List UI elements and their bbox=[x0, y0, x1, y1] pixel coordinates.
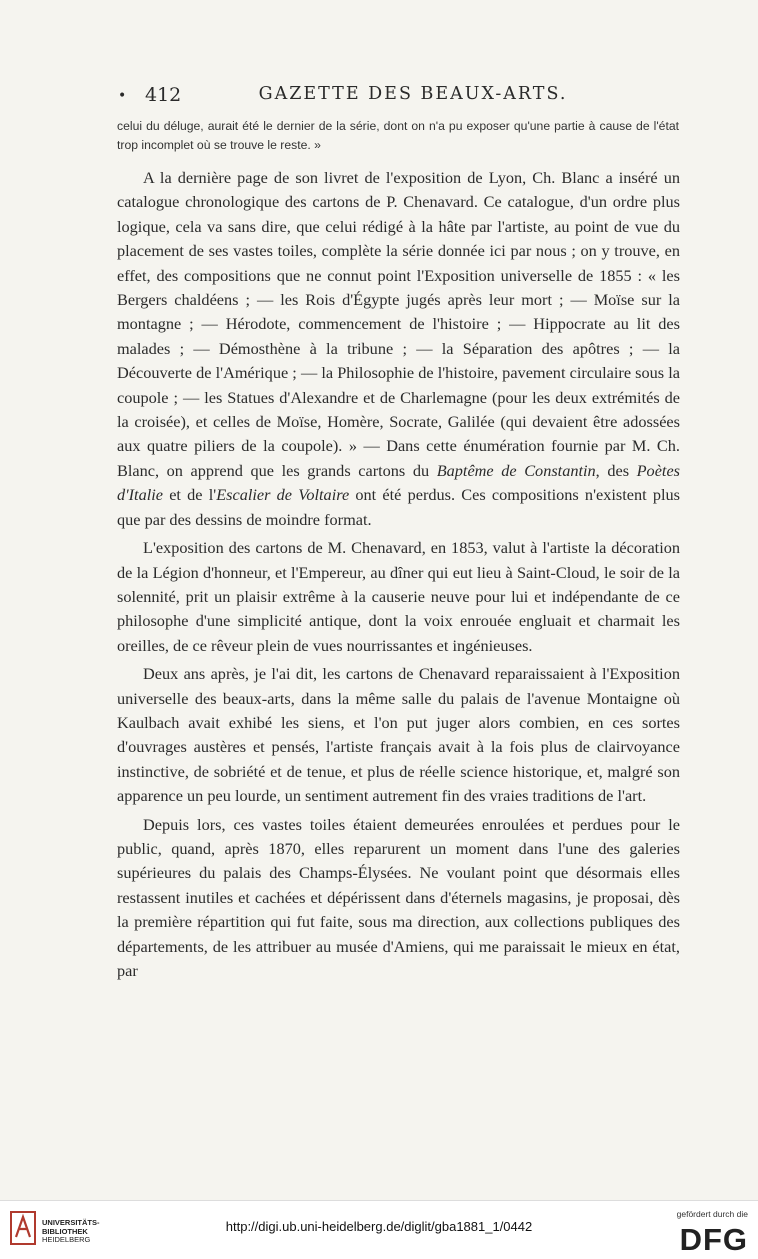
paragraph-3: Deux ans après, je l'ai dit, les cartons de Chenavard reparaissaient à l'Exposition universelle des beaux-arts, dans la même salle du palais de l'avenue Montaigne où Kaulbach avait exhibé les siens, et l'on put juger alors combien, en ces sortes d'ouvrages austères et pensés, l'artiste français avait à la fois plus de clairvoyance instinctive, de sobriété et de tenue, et plus de réelle science historique, et, malgré son apparence un peu lourde, un sentiment autrement fin des vraies traditions de l'art. bbox=[117, 664, 680, 806]
paragraph-1-text-c: et de l' bbox=[162, 485, 217, 505]
library-line-3: HEIDELBERG bbox=[42, 1235, 91, 1245]
permalink-url[interactable]: http://digi.ub.uni-heidelberg.de/diglit/gba1881_1/0442 bbox=[225, 1219, 533, 1234]
page-header bbox=[118, 84, 668, 108]
paragraph-1-text-a: A la dernière page de son livret de l'exposition de Lyon, Ch. Blanc a inséré un catalogue chronologique des cartons de P. Chenavard. Ce catalogue, d'un ordre plus logique, cela va sans dire, que celui rédigé à la hâte par l'artiste, au point de vue du placement de ses vastes toiles, complète la série donnée ici par nous ; on y trouve, en effet, des compositions que ne connut point l'Exposition universelle de 1855 : « les Bergers chaldéens ; — les Rois d'Égypte jugés après leur mort ; — Moïse sur la montagne ; — Hérodote, commencement de l'histoire ; — Hippocrate au lit des malades ; — Démosthène à la tribune ; — la Séparation des apôtres ; — la Découverte de l'Amérique ; — la Philosophie de l'histoire, pavement circulaire sous la coupole ; — les Statues d'Alexandre et de Charlemagne (pour les deux extrémités de la croisée), et celles de Moïse, Homère, Socrate, Galilée (qui devaient être adossées aux quatre piliers de la coupole). » — Dans cette énumération fournie par M. Ch. Blanc, on apprend que les grands cartons du bbox=[117, 168, 680, 480]
running-title: GAZETTE DES BEAUX-ARTS. bbox=[258, 84, 568, 104]
library-line-2: BIBLIOTHEK bbox=[42, 1226, 88, 1236]
funded-by-label: gefördert durch die bbox=[676, 1209, 748, 1219]
title-bapteme-de-constantin: Baptême de Constantin bbox=[436, 460, 596, 480]
body-text bbox=[117, 166, 680, 983]
paragraph-1-text-b: , des bbox=[595, 460, 637, 480]
title-escalier-de-voltaire: Escalier de Voltaire bbox=[216, 485, 350, 505]
dfg-logo[interactable]: DFG bbox=[679, 1222, 748, 1257]
header-bullet: • bbox=[118, 88, 127, 104]
library-line-1: UNIVERSITÄTS- bbox=[42, 1218, 100, 1227]
page-number: 412 bbox=[145, 84, 182, 106]
paragraph-1-text-d: ont été perdus. Ces compositions n'existent plus que par des dessins de moindre format. bbox=[117, 485, 680, 529]
paragraph-2: L'exposition des cartons de M. Chenavard, en 1853, valut à l'artiste la décoration de la Légion d'honneur, et l'Empereur, au dîner qui eut lieu à Saint-Cloud, le soir de la solennité, prit un plaisir extrême à la causerie neuve pour lui et indépendante de ce philosophe d'une simplicité antique, dont la voix enrouée engluait et charmait les oreilles, de ce rêveur plein de vues nourrissantes et ingénieuses. bbox=[117, 538, 680, 655]
title-poetes-d-italie: Poètes d'Italie bbox=[117, 460, 681, 505]
paragraph-1 bbox=[117, 166, 680, 532]
quote-continuation: celui du déluge, aurait été le dernier de la série, dont on n'a pu exposer qu'une partie à cause de l'état trop incomplet où se trouve le reste. » bbox=[117, 119, 679, 152]
viewer-footer bbox=[0, 1200, 758, 1259]
paragraph-4: Depuis lors, ces vastes toiles étaient demeurées enroulées et perdues pour le public, quand, après 1870, elles reparurent un moment dans l'une des galeries supérieures du palais des Champs-Élysées. Ne voulant point que désormais elles restassent inutiles et cachées et dépérissent dans d'éternels magasins, je proposai, dès la première répartition qui fut faite, sous ma direction, aux collections publiques des départements, de les attribuer au musée d'Amiens, qui me paraissait le mieux en état, par bbox=[117, 814, 680, 980]
